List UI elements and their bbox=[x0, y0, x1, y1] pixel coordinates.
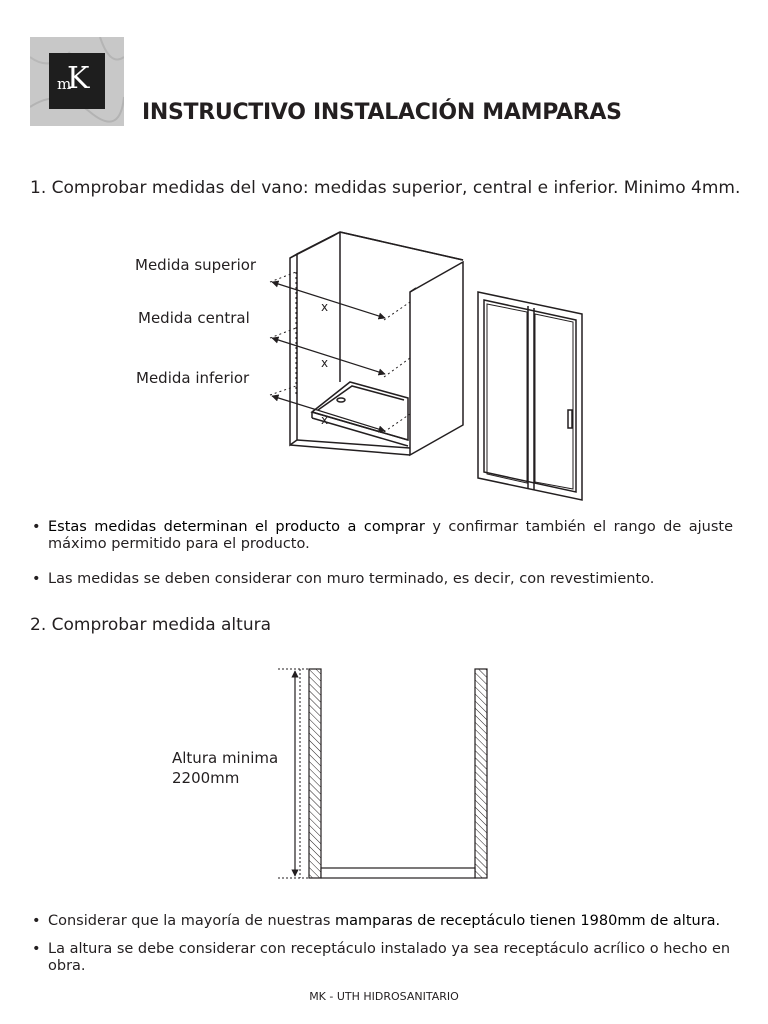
left-wall-hatched bbox=[309, 669, 321, 878]
label-altura-minima: Altura minima bbox=[172, 749, 279, 767]
step2-bullet-1-bold: mamparas de receptáculo tienen 1980mm de altura. bbox=[335, 913, 721, 929]
logo-letter-k: K bbox=[67, 61, 90, 96]
step2-bullet-2-text: La altura se debe considerar con receptáculo instalado ya sea receptáculo acrílico o hecho en obra. bbox=[48, 941, 731, 974]
logo-letter-m: m bbox=[57, 75, 72, 93]
label-medida-superior: Medida superior bbox=[135, 256, 257, 274]
height-guides bbox=[278, 669, 309, 878]
bullet-dot: • bbox=[32, 913, 41, 929]
bullet-dot: • bbox=[32, 571, 41, 587]
step2-heading: 2. Comprobar medida altura bbox=[30, 615, 271, 635]
label-medida-central: Medida central bbox=[138, 309, 250, 327]
bullet-2-text: Las medidas se deben considerar con muro terminado, es decir, con revestimiento. bbox=[48, 571, 655, 587]
marker-x-central: x bbox=[321, 356, 329, 370]
footer: MK - UTH HIDROSANITARIO bbox=[309, 990, 459, 1003]
bullet-1-bold: Estas medidas determinan el producto a comprar bbox=[48, 519, 425, 535]
step1-heading: 1. Comprobar medidas del vano: medidas superior, central e inferior. Minimo 4mm. bbox=[30, 178, 741, 198]
label-altura-valor: 2200mm bbox=[172, 769, 240, 787]
bullet-dot: • bbox=[32, 519, 41, 535]
page-title: INSTRUCTIVO INSTALACIÓN MAMPARAS bbox=[142, 100, 622, 125]
step2-bullet-2 bbox=[30, 941, 733, 975]
bullet-1-rest: y confirmar también el rango de ajuste máximo permitido para el producto. bbox=[48, 519, 734, 552]
right-wall-hatched bbox=[475, 669, 487, 878]
marker-x-inferior: x bbox=[321, 413, 329, 427]
step2-bullet-1 bbox=[30, 913, 733, 930]
step2-bullet-1-text: Considerar que la mayoría de nuestras bbox=[48, 913, 335, 929]
shower-tray bbox=[321, 868, 475, 878]
label-medida-inferior: Medida inferior bbox=[136, 369, 250, 387]
bullet-dot: • bbox=[32, 941, 41, 957]
marker-x-superior: x bbox=[321, 300, 329, 314]
